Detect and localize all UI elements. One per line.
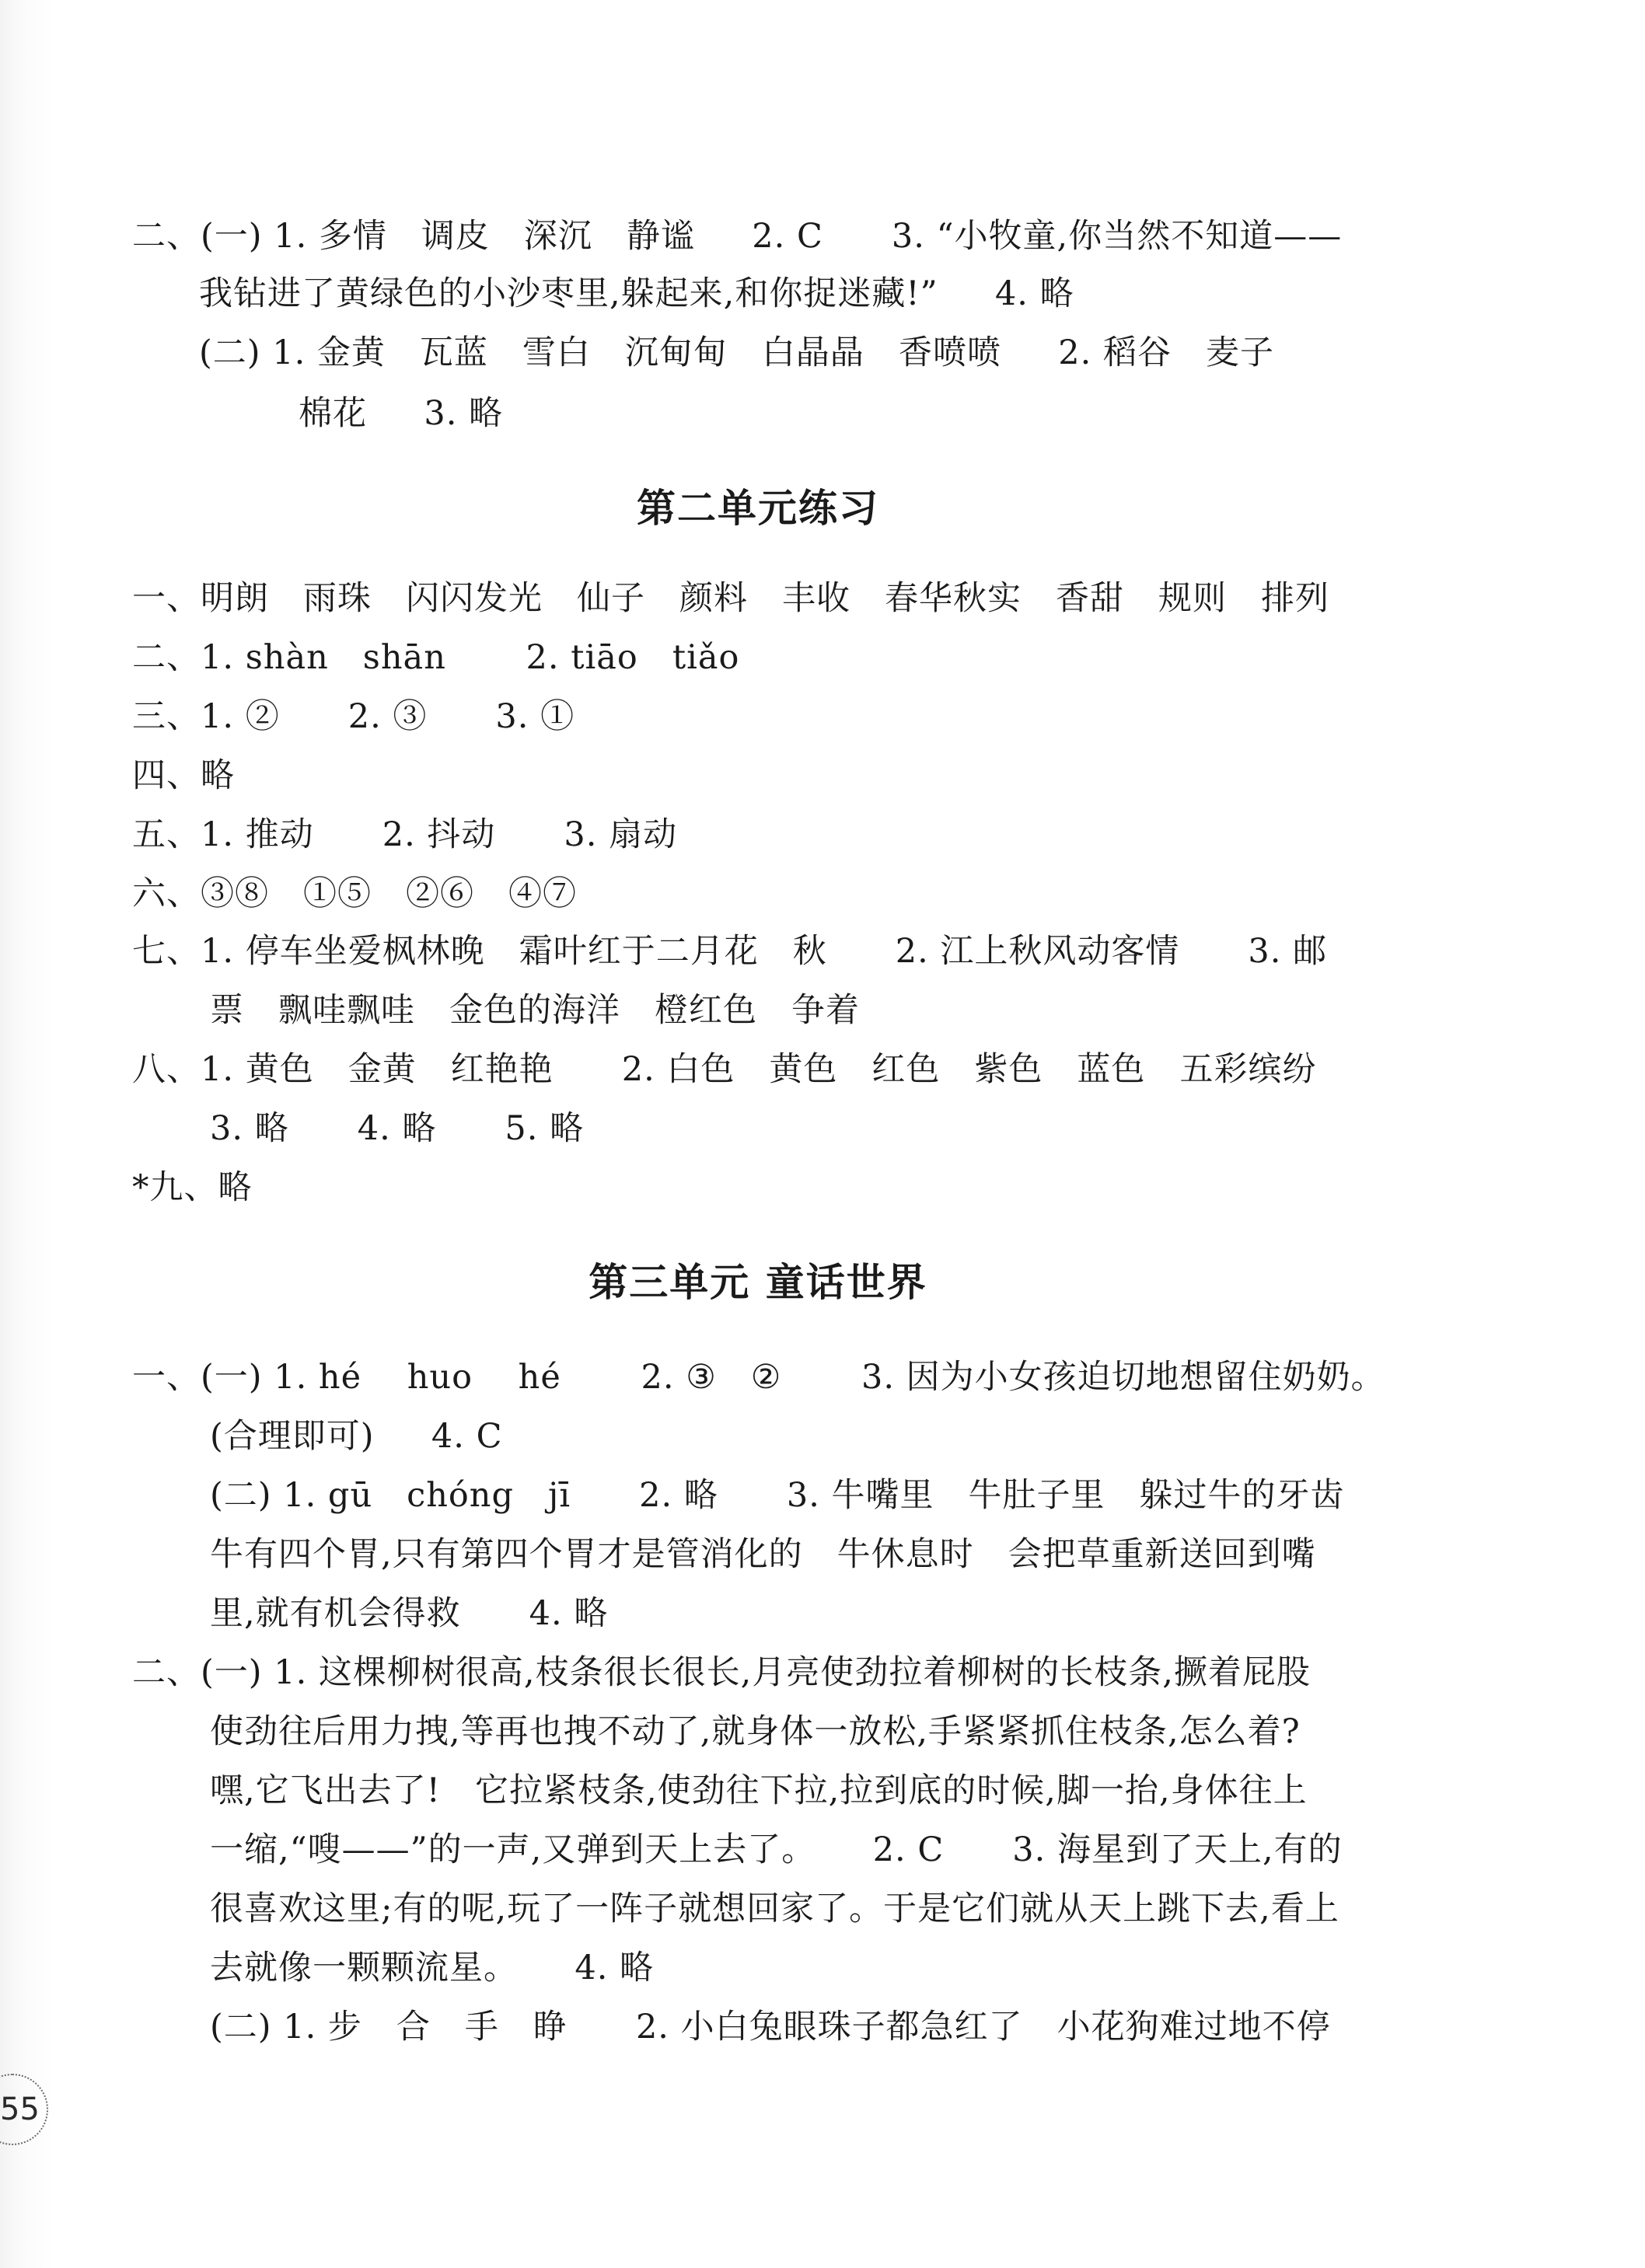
answer-line: 票 飘哇飘哇 金色的海洋 橙红色 争着 — [210, 991, 861, 1030]
answer-line: 3. 略 4. 略 5. 略 — [210, 1109, 585, 1148]
page-number: 55 — [0, 2092, 40, 2127]
answer-line: 去就像一颗颗流星。 4. 略 — [210, 1949, 655, 1987]
answer-line: 嘿,它飞出去了! 它拉紧枝条,使劲往下拉,拉到底的时候,脚一抬,身体往上 — [210, 1771, 1308, 1810]
answer-line: 二、1. shàn shān 2. tiāo tiǎo — [132, 638, 740, 677]
unit-3-title: 第三单元 童话世界 — [588, 1260, 927, 1305]
answer-line: (二) 1. gū chóng jī 2. 略 3. 牛嘴里 牛肚子里 躲过牛的牙齿 — [210, 1476, 1345, 1515]
answer-line: 五、1. 推动 2. 抖动 3. 扇动 — [132, 815, 678, 854]
answer-line: 棉花 3. 略 — [299, 394, 504, 433]
answer-line: 七、1. 停车坐爱枫林晚 霜叶红于二月花 秋 2. 江上秋风动客情 3. 邮 — [132, 932, 1328, 971]
answer-line: (二) 1. 金黄 瓦蓝 雪白 沉甸甸 白晶晶 香喷喷 2. 稻谷 麦子 — [199, 333, 1274, 372]
answer-line: (二) 1. 步 合 手 睁 2. 小白兔眼珠子都急红了 小花狗难过地不停 — [210, 2008, 1331, 2046]
answer-line: 二、(一) 1. 多情 调皮 深沉 静谧 2. C 3. “小牧童,你当然不知道—— — [132, 217, 1343, 256]
answer-line: 六、③⑧ ①⑤ ②⑥ ④⑦ — [132, 874, 578, 913]
answer-line: 一缩,“嗖——”的一声,又弹到天上去了。 2. C 3. 海星到了天上,有的 — [210, 1830, 1343, 1869]
answer-line: 牛有四个胃,只有第四个胃才是管消化的 牛休息时 会把草重新送回到嘴 — [210, 1535, 1316, 1574]
answer-line: 我钻进了黄绿色的小沙枣里,躲起来,和你捉迷藏!” 4. 略 — [199, 274, 1074, 313]
answer-line: 使劲往后用力拽,等再也拽不动了,就身体一放松,手紧紧抓住枝条,怎么着? — [210, 1712, 1301, 1751]
answer-line: *九、略 — [132, 1168, 253, 1207]
unit-2-title: 第二单元练习 — [637, 486, 879, 531]
answer-line: (合理即可) 4. C — [210, 1417, 503, 1456]
answer-line: 三、1. ② 2. ③ 3. ① — [132, 697, 575, 736]
answer-line: 一、明朗 雨珠 闪闪发光 仙子 颜料 丰收 春华秋实 香甜 规则 排列 — [132, 579, 1330, 618]
answer-line: 很喜欢这里;有的呢,玩了一阵子就想回家了。于是它们就从天上跳下去,看上 — [210, 1889, 1339, 1928]
answer-line: 里,就有机会得救 4. 略 — [210, 1594, 609, 1633]
answer-line: 一、(一) 1. hé huo hé 2. ③ ② 3. 因为小女孩迫切地想留住奶奶。 — [132, 1358, 1385, 1397]
answer-line: 四、略 — [132, 756, 235, 795]
answer-line: 二、(一) 1. 这棵柳树很高,枝条很长很长,月亮使劲拉着柳树的长枝条,撅着屁股 — [132, 1653, 1311, 1692]
answer-line: 八、1. 黄色 金黄 红艳艳 2. 白色 黄色 红色 紫色 蓝色 五彩缤纷 — [132, 1050, 1317, 1089]
